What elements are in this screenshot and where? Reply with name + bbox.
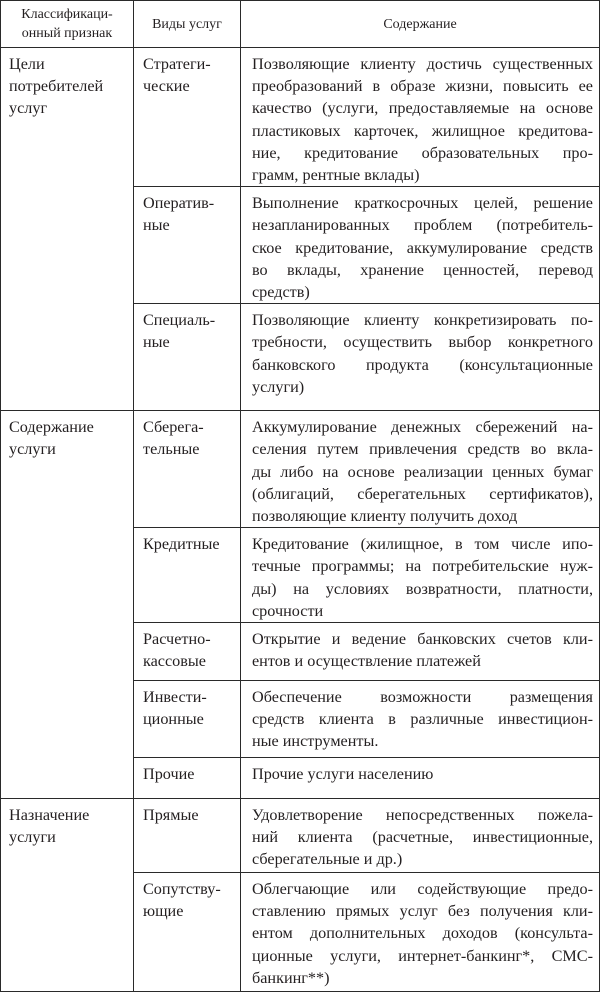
service-content-cell — [241, 758, 600, 799]
content-line: ционные услуги, интернет-банкинг*, СМС- — [252, 946, 593, 965]
service-kind-line: ческие — [143, 77, 190, 96]
criterion-line: Содержание — [9, 418, 94, 437]
content-line: преобразований в образе жизни, повысить ее — [252, 77, 593, 96]
content-line: ентом дополнительных доходов (консульта- — [252, 924, 593, 943]
service-kind-cell — [134, 758, 241, 799]
content-line: ние, кредитование образовательных про- — [252, 143, 593, 162]
content-line: незапланированных проблем (потребитель- — [252, 216, 593, 235]
criterion-line: услуги — [9, 440, 56, 459]
content-line: Позволяющие клиенту достичь существенных — [252, 55, 593, 73]
content-line: (облигаций, сберегательных сертификатов), — [252, 484, 593, 503]
header-content: Содержание — [241, 1, 600, 48]
content-line: средств клиента в различные инвестицион- — [252, 710, 593, 729]
content-line: Открытие и ведение банковских счетов кли- — [252, 630, 593, 649]
criterion-cell — [1, 411, 134, 799]
content-line: ний клиента (расчетные, инвестиционные, — [252, 828, 593, 847]
content-line: Обеспечение возможности размещения — [252, 688, 593, 707]
content-line: ентов и осуществление платежей — [252, 652, 481, 671]
service-content-cell — [241, 411, 600, 528]
service-kind-line: Прочие — [143, 765, 195, 784]
service-kind-line: ционные — [143, 710, 204, 729]
service-kind-cell — [134, 528, 241, 623]
content-line: Прочие услуги населению — [252, 765, 434, 784]
content-line: банковского продукта (консультационные — [252, 355, 593, 374]
criterion-line: потребителей — [9, 77, 104, 96]
service-content-cell — [241, 623, 600, 681]
content-line: Кредитование (жилищное, в том числе ипо- — [252, 535, 593, 554]
content-line: ды) на условиях возвратности, платности, — [252, 579, 593, 598]
content-line: Облегчающие или содействующие предо- — [252, 880, 593, 899]
service-kind-line: Специаль- — [143, 311, 216, 330]
content-line: Удовлетворение непосредственных пожела- — [252, 806, 593, 825]
service-content-cell — [241, 799, 600, 873]
content-line: срочности — [252, 601, 324, 620]
header-criterion — [1, 1, 134, 48]
service-content-cell — [241, 681, 600, 758]
service-kind-line: Расчетно- — [143, 630, 211, 649]
header-criterion-line: онный признак — [21, 26, 113, 41]
service-kind-line: ющие — [143, 902, 184, 921]
service-content-cell — [241, 187, 600, 304]
service-content-cell — [241, 48, 600, 187]
service-kind-cell — [134, 799, 241, 873]
service-content-cell — [241, 873, 600, 992]
table-row — [1, 48, 600, 187]
content-line: средств) — [252, 283, 310, 302]
content-line: требности, осуществить выбор конкретного — [252, 333, 593, 352]
criterion-line: Цели — [9, 55, 45, 73]
service-kind-cell — [134, 187, 241, 304]
service-kind-cell — [134, 681, 241, 758]
criterion-line: услуги — [9, 828, 56, 847]
content-line: грамм, рентные вклады) — [252, 166, 420, 185]
content-line: Аккумулирование денежных сбережений на- — [252, 418, 593, 437]
content-line: банкинг**) — [252, 968, 330, 987]
service-kind-line: ные — [143, 216, 170, 235]
criterion-cell — [1, 799, 134, 992]
content-line: позволяющие клиенту получить доход — [252, 507, 518, 526]
content-line: ды либо на основе реализации ценных бумаг — [252, 462, 593, 481]
content-line: услуги) — [252, 377, 305, 396]
service-kind-line: Инвести- — [143, 688, 207, 707]
content-line: пластиковых карточек, жилищное кредитова- — [252, 121, 593, 140]
service-kind-line: тельные — [143, 440, 200, 459]
table-row — [1, 799, 600, 873]
content-line: ставлению прямых услуг без получения кли- — [252, 902, 593, 921]
header-kinds: Виды услуг — [134, 1, 241, 48]
service-kind-cell — [134, 411, 241, 528]
service-kind-cell — [134, 873, 241, 992]
header-criterion-line: Классификаци- — [21, 7, 113, 22]
service-kind-line: Оператив- — [143, 194, 215, 213]
content-line: ные инструменты. — [252, 732, 379, 751]
service-kind-line: кассовые — [143, 652, 206, 671]
table-header-row — [1, 1, 600, 48]
service-kind-line: Сопутству- — [143, 880, 221, 899]
content-line: течные программы; на потребительские нуж- — [252, 557, 593, 576]
table-row — [1, 411, 600, 528]
content-line: ское кредитование, аккумулирование средств — [252, 238, 593, 257]
service-kind-line: Стратеги- — [143, 55, 211, 73]
service-kind-line: Кредитные — [143, 535, 220, 554]
content-line: во вклады, хранение ценностей, перевод — [252, 260, 593, 279]
content-line: Позволяющие клиенту конкретизировать по- — [252, 311, 593, 330]
criterion-cell — [1, 48, 134, 411]
service-kind-cell — [134, 48, 241, 187]
service-kind-line: Прямые — [143, 806, 199, 825]
content-line: сберегательные и др.) — [252, 850, 403, 869]
service-kind-line: Сберега- — [143, 418, 204, 437]
content-line: Выполнение краткосрочных целей, решение — [252, 194, 593, 213]
service-content-cell — [241, 528, 600, 623]
service-kind-cell — [134, 623, 241, 681]
content-line: качество (услуги, предоставляемые на основе — [252, 99, 593, 118]
criterion-line: Назначение — [9, 806, 90, 825]
content-line: селения путем привлечения средств во вкла- — [252, 440, 593, 459]
service-content-cell — [241, 304, 600, 411]
criterion-line: услуг — [9, 99, 48, 118]
service-kind-line: ные — [143, 333, 170, 352]
service-kind-cell — [134, 304, 241, 411]
